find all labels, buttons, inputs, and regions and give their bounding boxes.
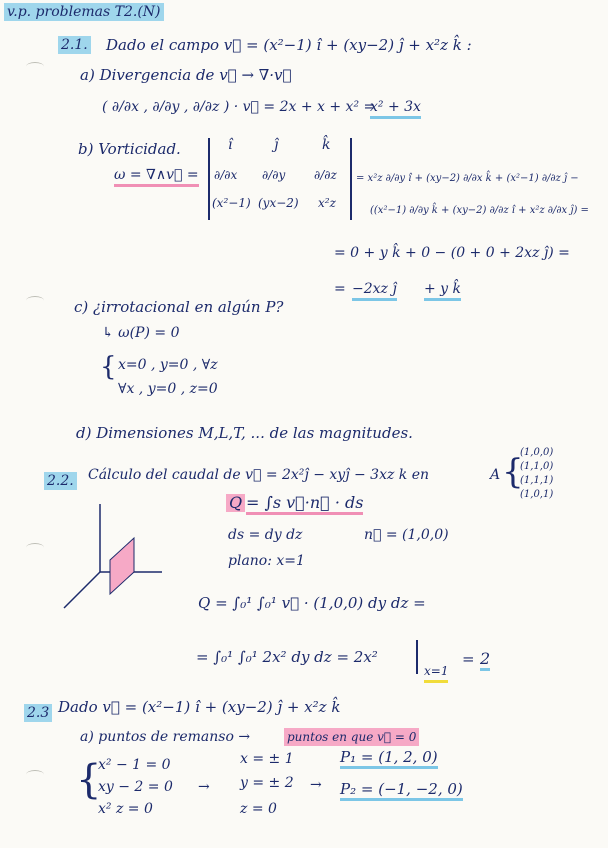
point-4: (1,0,1) xyxy=(520,489,554,500)
stagnation-note: puntos en que v⃗ = 0 xyxy=(284,728,419,746)
unit-j: ĵ xyxy=(274,137,279,153)
point-3: (1,1,1) xyxy=(520,475,554,486)
stagnation-point-1: P₁ = (1, 2, 0) xyxy=(340,748,438,769)
part-b-label: b) Vorticidad. xyxy=(78,140,181,158)
flux-equals: = xyxy=(462,650,475,668)
binder-hole xyxy=(26,543,44,552)
flux-label: Q xyxy=(226,494,245,512)
surface-element: ds = dy dz xyxy=(228,527,303,543)
partial-y: ∂/∂y xyxy=(262,168,286,182)
points-brace: { xyxy=(502,452,524,492)
page-header: v.p. problemas T2.(N) xyxy=(4,3,164,21)
binder-hole xyxy=(26,62,44,71)
flux-integral-step-1: Q = ∫₀¹ ∫₀¹ v⃗ · (1,0,0) dy dz = xyxy=(198,594,426,612)
equation-3: x² z = 0 xyxy=(98,801,153,817)
part-c-label: c) ¿irrotacional en algún P? xyxy=(74,298,284,316)
flux-integral: = ∫s v⃗·n⃗ · ds xyxy=(246,494,363,515)
evaluation-point: x=1 xyxy=(424,662,448,683)
system-brace: { xyxy=(100,352,117,382)
divergence-result: x² + 3x xyxy=(370,98,421,119)
stagnation-point-2: P₂ = (−1, −2, 0) xyxy=(340,780,463,801)
problem-statement: Cálculo del caudal de v⃗ = 2x²ĵ − xyĵ − 3xz k en xyxy=(88,467,430,483)
part-a-label: a) puntos de remanso → xyxy=(80,729,251,745)
plane-equation: plano: x=1 xyxy=(228,553,305,569)
flux-integral-step-2: = ∫₀¹ ∫₀¹ 2x² dy dz = 2x² xyxy=(196,648,378,666)
equation-1: x² − 1 = 0 xyxy=(98,757,171,773)
divergence-expression: ( ∂/∂x , ∂/∂y , ∂/∂z ) · v⃗ = 2x + x + x² = xyxy=(102,99,376,115)
vorticity-result-term1: −2xz ĵ xyxy=(352,280,397,301)
part-a-label: a) Divergencia de v⃗ → ∇·v⃗ xyxy=(80,66,292,84)
implies-arrow: → xyxy=(310,777,322,793)
problem-number: 2.2. xyxy=(44,472,77,490)
equation-2: xy − 2 = 0 xyxy=(98,779,173,795)
points-label: A xyxy=(490,467,501,483)
point-2: (1,1,0) xyxy=(520,461,554,472)
component-z: x²z xyxy=(318,196,336,210)
partial-x: ∂/∂x xyxy=(214,168,238,182)
irrotational-condition: ↳ ω(P) = 0 xyxy=(102,325,180,341)
component-y: (yx−2) xyxy=(258,196,299,210)
vorticity-expansion-3: = 0 + y k̂ + 0 − (0 + 0 + 2xz ĵ) = xyxy=(334,245,570,261)
evaluation-bar xyxy=(416,640,418,674)
determinant-bar-right xyxy=(350,138,352,220)
binder-hole xyxy=(26,296,44,305)
surface-sketch xyxy=(58,496,168,616)
part-d-label: d) Dimensiones M,L,T, ... de las magnitudes. xyxy=(76,424,413,442)
determinant-bar-left xyxy=(208,138,210,220)
solution-line-2: ∀x , y=0 , z=0 xyxy=(118,381,218,397)
flux-result: 2 xyxy=(480,650,490,671)
problem-number: 2.3 xyxy=(24,704,52,722)
system-brace: { xyxy=(76,757,102,803)
unit-i: î xyxy=(228,137,233,153)
vorticity-expansion-1: = x²z ∂/∂y î + (xy−2) ∂/∂x k̂ + (x²−1) ∂/∂z ĵ − xyxy=(356,173,579,184)
problem-number: 2.1. xyxy=(58,36,91,54)
problem-statement: Dado el campo v⃗ = (x²−1) î + (xy−2) ĵ + x²z k̂ : xyxy=(106,36,472,54)
solution-z: z = 0 xyxy=(240,801,277,817)
normal-vector: n⃗ = (1,0,0) xyxy=(364,527,449,543)
vorticity-result-eq: = xyxy=(334,281,346,297)
problem-statement: Dado v⃗ = (x²−1) î + (xy−2) ĵ + x²z k̂ xyxy=(58,698,341,716)
unit-k: k̂ xyxy=(322,137,331,153)
solution-x: x = ± 1 xyxy=(240,751,294,767)
vorticity-result-term2: + y k̂ xyxy=(424,280,461,301)
partial-z: ∂/∂z xyxy=(314,168,337,182)
implies-arrow: → xyxy=(198,779,210,795)
solution-line-1: x=0 , y=0 , ∀z xyxy=(118,357,218,373)
vorticity-label: ω = ∇∧v⃗ = xyxy=(114,166,199,187)
solution-y: y = ± 2 xyxy=(240,775,294,791)
point-1: (1,0,0) xyxy=(520,447,554,458)
vorticity-expansion-2: ((x²−1) ∂/∂y k̂ + (xy−2) ∂/∂z î + x²z ∂/∂x ĵ) = xyxy=(370,205,589,216)
binder-hole xyxy=(26,770,44,779)
component-x: (x²−1) xyxy=(212,196,251,210)
